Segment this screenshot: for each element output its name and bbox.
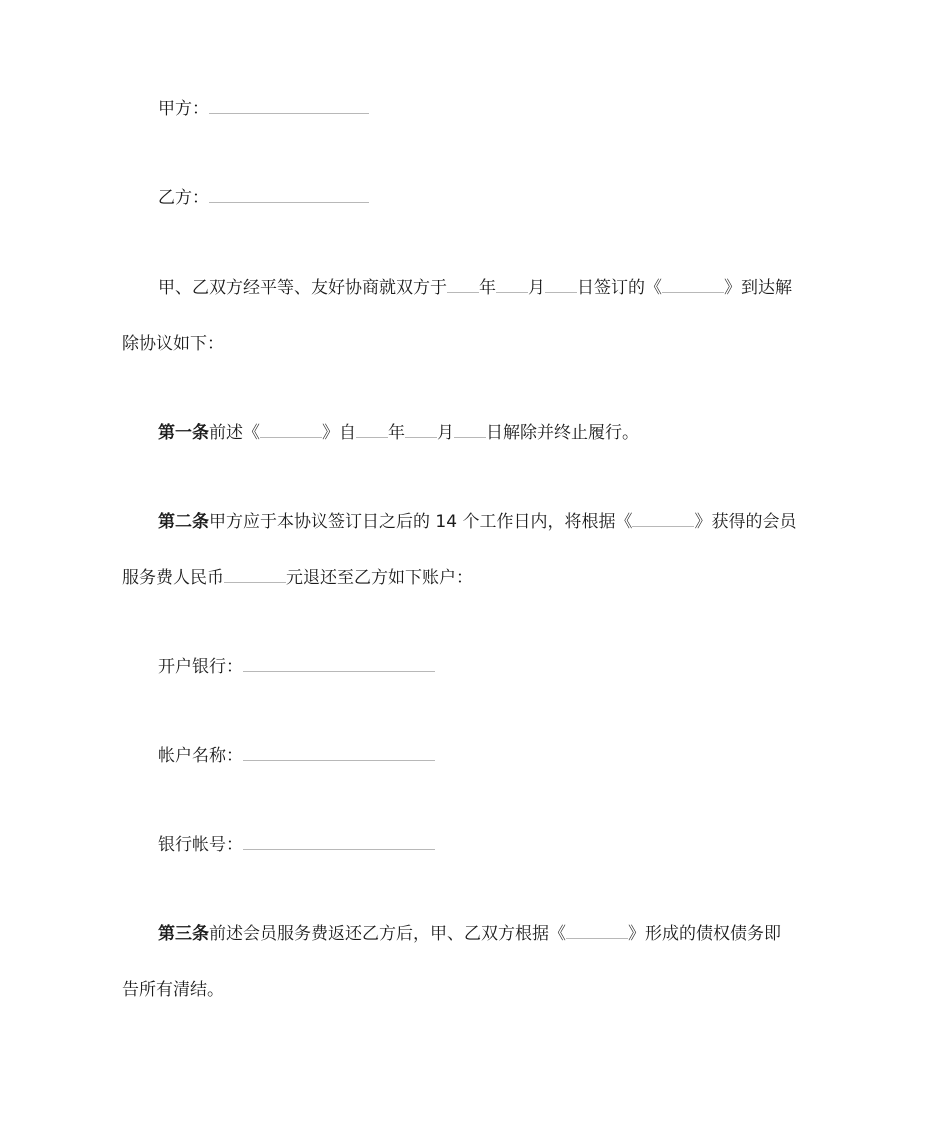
intro-line-2 — [122, 333, 224, 355]
article-2-line-2 — [122, 567, 473, 589]
account-number-label: 银行帐号： — [158, 835, 243, 855]
intro-text-end: 》到达解 — [724, 278, 792, 298]
intro-day-label: 日签订的《 — [577, 278, 662, 298]
article-1-heading: 第一条 — [158, 423, 209, 443]
article-2-heading: 第二条 — [158, 512, 209, 532]
party-b-label: 乙方： — [158, 188, 209, 208]
article-1-text-end: 日解除并终止履行。 — [486, 423, 639, 443]
article-1-year-blank[interactable] — [356, 423, 388, 438]
account-name-label: 帐户名称： — [158, 746, 243, 766]
intro-year-blank[interactable] — [447, 278, 479, 293]
article-3-line-2 — [122, 979, 224, 1001]
party-b-line — [158, 187, 369, 209]
article-2-agreement-blank[interactable] — [632, 512, 694, 527]
article-2-line-1 — [158, 511, 796, 533]
article-3-text-line2: 告所有清结。 — [122, 980, 224, 1000]
article-3-text: 前述会员服务费返还乙方后，甲、乙双方根据《 — [209, 924, 566, 944]
article-1 — [158, 422, 639, 444]
article-2-amount-blank[interactable] — [224, 568, 286, 583]
article-1-text: 前述《 — [209, 423, 260, 443]
article-1-text-2: 》自 — [322, 423, 356, 443]
article-1-month-blank[interactable] — [405, 423, 437, 438]
intro-line-1 — [158, 277, 792, 299]
intro-text: 甲、乙双方经平等、友好协商就双方于 — [158, 278, 447, 298]
article-1-agreement-blank[interactable] — [260, 423, 322, 438]
intro-month-blank[interactable] — [496, 278, 528, 293]
article-2-fee-text-end: 元退还至乙方如下账户： — [286, 568, 473, 588]
article-2-text: 甲方应于本协议签订日之后的 14 个工作日内，将根据《 — [209, 512, 633, 532]
article-2-text-end: 》获得的会员 — [694, 512, 797, 532]
intro-month-label: 月 — [528, 278, 545, 298]
account-number-blank[interactable] — [243, 835, 435, 850]
intro-day-blank[interactable] — [545, 278, 577, 293]
article-3-agreement-blank[interactable] — [566, 924, 628, 939]
article-3-text-end: 》形成的债权债务即 — [628, 924, 781, 944]
article-1-year-label: 年 — [388, 423, 405, 443]
party-a-blank[interactable] — [209, 99, 369, 114]
intro-year-label: 年 — [479, 278, 496, 298]
account-number-line — [158, 834, 435, 856]
account-name-line — [158, 745, 435, 767]
intro-text-line2: 除协议如下： — [122, 334, 224, 354]
party-b-blank[interactable] — [209, 188, 369, 203]
party-a-label: 甲方： — [158, 99, 209, 119]
account-name-blank[interactable] — [243, 746, 435, 761]
bank-line — [158, 656, 435, 678]
article-3-heading: 第三条 — [158, 924, 209, 944]
article-2-fee-text: 服务费人民币 — [122, 568, 224, 588]
bank-label: 开户银行： — [158, 657, 243, 677]
bank-blank[interactable] — [243, 657, 435, 672]
intro-agreement-blank[interactable] — [662, 278, 724, 293]
article-1-day-blank[interactable] — [454, 423, 486, 438]
party-a-line — [158, 98, 369, 120]
article-3-line-1 — [158, 923, 781, 945]
article-1-month-label: 月 — [437, 423, 454, 443]
